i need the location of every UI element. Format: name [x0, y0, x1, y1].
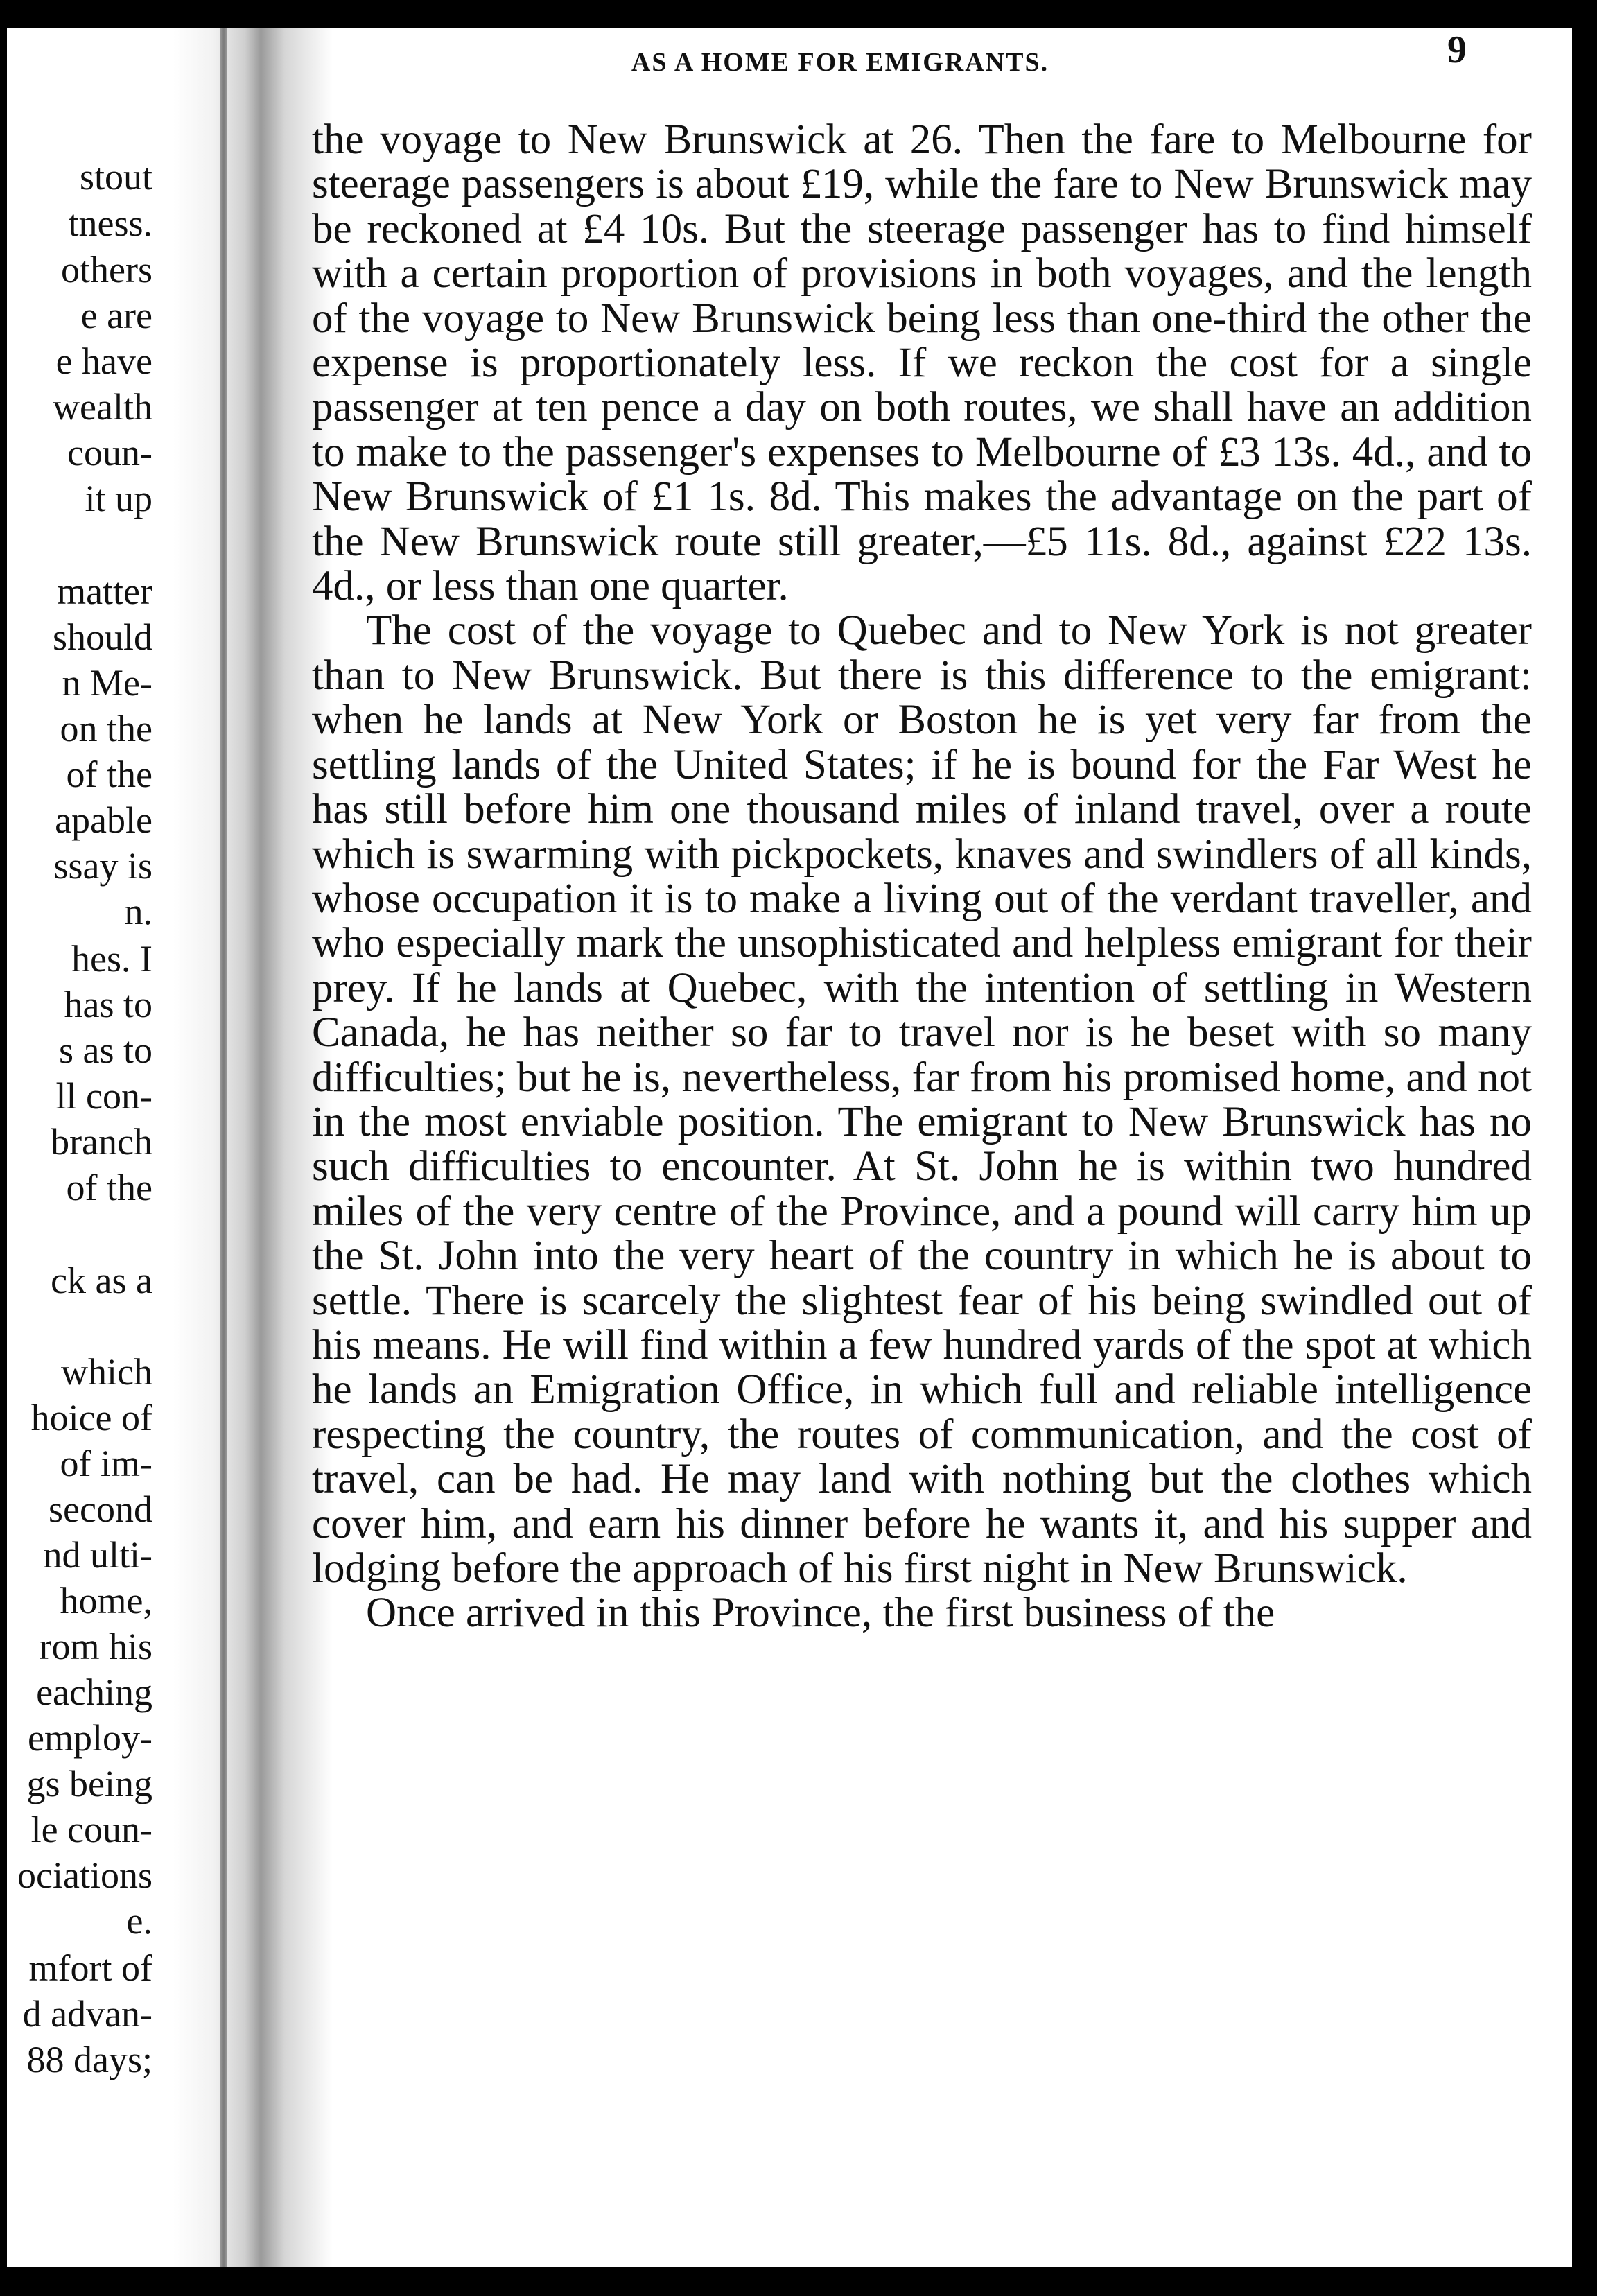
paragraph-3: Once arrived in this Province, the first business of the	[366, 1590, 1275, 1637]
page-number: 9	[1447, 28, 1467, 71]
previous-page-line: which	[61, 1351, 152, 1393]
previous-page-line: wealth	[53, 386, 152, 428]
previous-page-line: it up	[85, 478, 152, 519]
previous-page-line: home,	[60, 1580, 152, 1621]
previous-page-line: e have	[55, 340, 152, 382]
gutter-fold	[220, 28, 227, 2267]
previous-page-line: stout	[79, 156, 152, 198]
previous-page-line: hoice of	[30, 1397, 152, 1438]
previous-page-line: n.	[124, 891, 152, 932]
previous-page-line: on the	[60, 708, 152, 749]
previous-page-line: e.	[126, 1900, 152, 1942]
previous-page-line: 88 days;	[26, 2039, 152, 2080]
previous-page-line: others	[61, 249, 152, 290]
paragraph-1: the voyage to New Brunswick at 26. Then the fare to Melbourne for steerage passengers is about £19, while the fare to New Brunswick may be reckoned at £4 10s. But the steerage passenger has to find himself with a certain proportion of provisions in both voyages, and the length of the voyage to New Brunswick being less than one-third the other the expense is proportionately less. If we reckon the cost for a single passenger at ten pence a day on both routes, we shall have an addition to make to the passenger's expenses to Melbourne of £3 13s. 4d., and to New Brunswick of £1 1s. 8d. This makes the advantage on the part of the New Brunswick route still greater,—£5 11s. 8d., against £22 13s. 4d., or less than one quarter.	[312, 116, 1532, 610]
book-gutter	[173, 28, 333, 2267]
previous-page-line: eaching	[36, 1671, 152, 1713]
previous-page-line: d advan-	[22, 1993, 152, 2035]
previous-page-line: of the	[66, 1167, 152, 1208]
previous-page-line: le coun-	[30, 1809, 152, 1850]
previous-page-line: should	[52, 616, 152, 658]
previous-page-line: has to	[64, 984, 152, 1025]
previous-page-line: ck as a	[51, 1260, 152, 1301]
previous-page-line: apable	[55, 799, 152, 841]
previous-page-line: nd ulti-	[43, 1534, 152, 1576]
scan-border-right	[1572, 0, 1597, 2296]
running-header: AS A HOME FOR EMIGRANTS.	[631, 48, 1049, 77]
previous-page-line: mfort of	[28, 1947, 152, 1989]
previous-page-line: coun-	[67, 432, 152, 473]
previous-page-line: gs being	[26, 1763, 152, 1804]
previous-page-line: matter	[57, 571, 152, 612]
previous-page-line: rom his	[39, 1626, 152, 1667]
previous-page-line: ociations	[17, 1854, 152, 1896]
previous-page-line: tness.	[68, 202, 152, 244]
page-body	[312, 118, 1532, 1636]
previous-page-line: of im-	[60, 1443, 152, 1484]
paragraph-2: The cost of the voyage to Quebec and to New York is not greater than to New Brunswick. But there is this difference to the emigrant: when he lands at New York or Boston he is yet very far from the settling lands of the United States; if he is bound for the Far West he has still before him one thousand miles of inland travel, over a route which is swarming with pickpockets, knaves and swindlers of all kinds, whose occupation it is to make a living out of the verdant traveller, and who especially mark the unsophisticated and helpless emigrant for their prey. If he lands at Quebec, with the intention of settling in Western Canada, he has neither so far to travel nor is he beset with so many difficulties; but he is, nevertheless, far from his promised home, and not in the most enviable position. The emigrant to New Brunswick has no such difficulties to encounter. At St. John he is within two hundred miles of the very centre of the Province, and a pound will carry him up the St. John into the very heart of the country in which he is about to settle. There is scarcely the slightest fear of his being swindled out of his means. He will find within a few hundred yards of the spot at which he lands an Emigration Office, in which full and reliable intelligence respecting the country, the routes of communication, and the cost of travel, can be had. He may land with nothing but the clothes which cover him, and earn his dinner before he wants it, and his supper and lodging before the approach of his first night in New Brunswick.	[312, 607, 1532, 1592]
previous-page-line: s as to	[59, 1029, 152, 1071]
previous-page-line: second	[49, 1488, 152, 1530]
scan-border-bottom	[0, 2267, 1597, 2296]
previous-page-line: ssay is	[53, 845, 152, 887]
previous-page-line: hes. I	[71, 938, 152, 980]
previous-page-line: branch	[51, 1121, 152, 1163]
previous-page-line: e are	[80, 295, 152, 336]
previous-page-line: of the	[66, 754, 152, 795]
scan-border-top	[0, 0, 1597, 28]
previous-page-line: n Me-	[62, 662, 152, 704]
previous-page-line: employ-	[28, 1717, 152, 1759]
previous-page-line: ll con-	[55, 1075, 152, 1117]
